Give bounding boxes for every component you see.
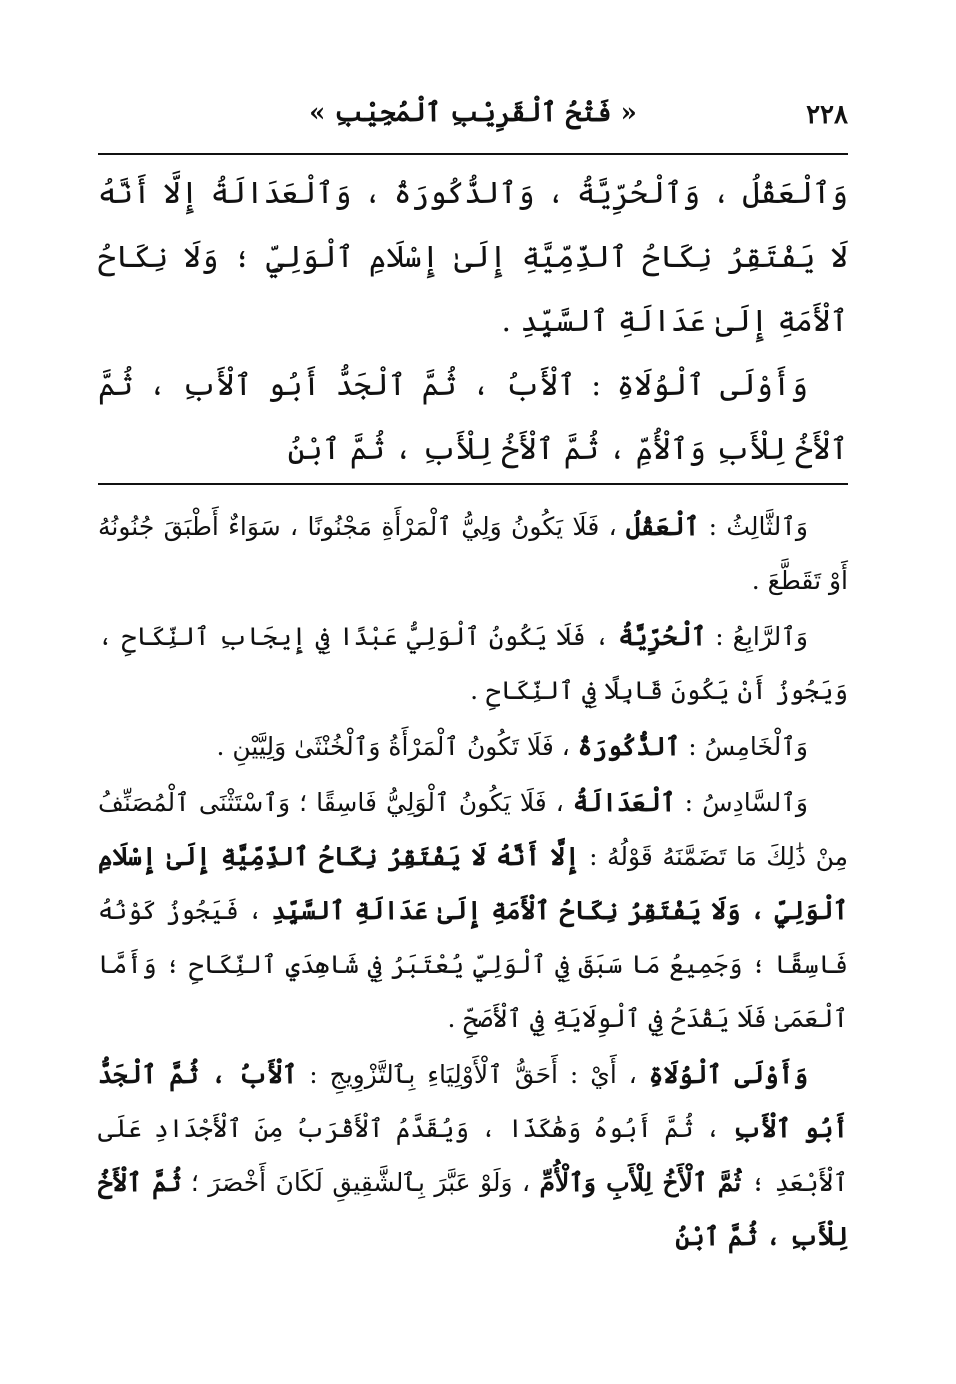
commentary-body: ، أَيْ : أَحَقُّ ٱلْأَوْلِيَاءِ بِٱلتَّزْوِيجِ : (297, 1060, 649, 1089)
commentary-body: ، فَيَجُوزُ كَوْنُهُ فَاسِقًا ؛ وَجَمِيعُ مَا سَبَقَ فِي ٱلْوَلِيِّ يُعْتَبَرُ فِي شَاهِدَيِ ٱلنِّكَاحِ ؛ وَأَمَّا ٱلْعَمَىٰ فَلَا يَقْدَحُ فِي ٱلْوِلَايَةِ فِي ٱلْأَصَحِّ . (98, 896, 848, 1033)
commentary-keyword: ٱلذُّكُورَةُ (577, 732, 681, 761)
commentary-paragraph (98, 610, 848, 718)
commentary-keyword: ٱلْعَدَالَةُ (572, 788, 676, 817)
commentary-quoted-matn: إِلَّا أَنَّهُ لَا يَفْتَقِرُ نِكَاحُ ٱلذِّمِّيَّةِ إِلَىٰ إِسْلَامِ ٱلْوَلِيِّ ، وَلَا يَفْتَقِرُ نِكَاحُ ٱلْأَمَةِ إِلَىٰ عَدَالَةِ ٱلسَّيِّدِ (98, 842, 848, 925)
commentary-paragraph (98, 500, 848, 608)
commentary-paragraph (98, 720, 848, 774)
header-rule (98, 153, 848, 155)
matn-paragraph-1-text: وَٱلْعَقْلُ ، وَٱلْحُرِّيَّةُ ، وَٱلذُّكُورَةُ ، وَٱلْعَدَالَةُ إِلَّا أَنَّهُ لَا يَفْتَقِرُ نِكَاحُ ٱلذِّمِّيَّةِ إِلَىٰ إِسْلَامِ ٱلْوَلِيِّ ؛ وَلَا نِكَاحُ ٱلْأَمَةِ إِلَىٰ عَدَالَةِ ٱلسَّيِّدِ . (98, 176, 848, 339)
commentary-separator (98, 483, 848, 485)
commentary-lead: وَٱلثَّالِثُ : (699, 512, 809, 541)
commentary-lead: وَٱلْخَامِسُ : (680, 732, 808, 761)
commentary-lead: وَٱلرَّابِعُ : (706, 622, 808, 651)
commentary-lead: وَٱلسَّادِسُ : (675, 788, 808, 817)
commentary-paragraph (98, 776, 848, 1046)
commentary-keyword: وَأَوْلَى ٱلْوُلَاةِ (648, 1060, 808, 1089)
commentary-body: ، فَلَا يَكُونُ ٱلْوَلِيُّ فَاسِقًا ؛ وَٱسْتَثْنَى ٱلْمُصَنِّفُ مِنْ ذَٰلِكَ مَا تَضَمَّنَهُ قَوْلُهُ : (98, 788, 848, 871)
commentary-body: ، فَلَا يَكُونُ وَلِيُّ ٱلْمَرْأَةِ مَجْنُونًا ، سَوَاءٌ أَطْبَقَ جُنُونُهُ أَوْ تَقَطَّعَ . (98, 512, 848, 595)
commentary-quoted-matn: ثُمَّ ٱلْأَخُ لِلْأَبِ ، ثُمَّ ٱبْنُ (98, 1168, 848, 1251)
commentary-quoted-matn: ٱلْأَبُ ، ثُمَّ ٱلْجَدُّ أَبُو ٱلْأَبِ (98, 1060, 848, 1143)
page-header (98, 98, 848, 146)
commentary-body: ، ثُمَّ أَبُوهُ وَهَٰكَذَا ، وَيُقَدَّمُ ٱلْأَقْرَبُ مِنَ ٱلْأَجْدَادِ عَلَى ٱلْأَبْعَدِ ؛ (98, 1114, 849, 1197)
commentary-body: ، فَلَا تَكُونُ ٱلْمَرْأَةُ وَٱلْخُنْثَىٰ وَلِيَّيْنِ . (216, 732, 578, 761)
commentary-text (98, 500, 848, 1266)
commentary-paragraph (98, 1048, 848, 1264)
main-text (98, 162, 848, 482)
commentary-keyword: ٱلْحُرِّيَّةُ (618, 622, 707, 651)
running-title: « فَتْحُ ٱلْقَرِيْبِ ٱلْمُجِيْبِ » (309, 98, 637, 128)
matn-paragraph-2 (98, 354, 848, 482)
commentary-body: ، وَلَوْ عَبَّرَ بِٱلشَّقِيقِ لَكَانَ أَخْصَرَ ؛ (181, 1168, 540, 1197)
commentary-keyword: ٱلْعَقْلُ (626, 512, 700, 541)
matn-paragraph-2-text: وَأَوْلَى ٱلْوُلَاةِ : ٱلْأَبُ ، ثُمَّ ٱلْجَدُّ أَبُو ٱلْأَبِ ، ثُمَّ ٱلْأَخُ لِلْأَبِ وَٱلْأُمِّ ، ثُمَّ ٱلْأَخُ لِلْأَبِ ، ثُمَّ ٱبْنُ (98, 368, 848, 467)
page-number: ٢٢٨ (806, 100, 848, 130)
commentary-quoted-matn: ثُمَّ ٱلْأَخُ لِلْأَبِ وَٱلْأُمِّ (539, 1168, 742, 1197)
commentary-body: ، فَلَا يَكُونُ ٱلْوَلِيُّ عَبْدًا فِي إِيجَابِ ٱلنِّكَاحِ ، وَيَجُوزُ أَنْ يَكُونَ قَابِلًا فِي ٱلنِّكَاحِ . (98, 622, 848, 705)
matn-paragraph-1 (98, 162, 848, 354)
